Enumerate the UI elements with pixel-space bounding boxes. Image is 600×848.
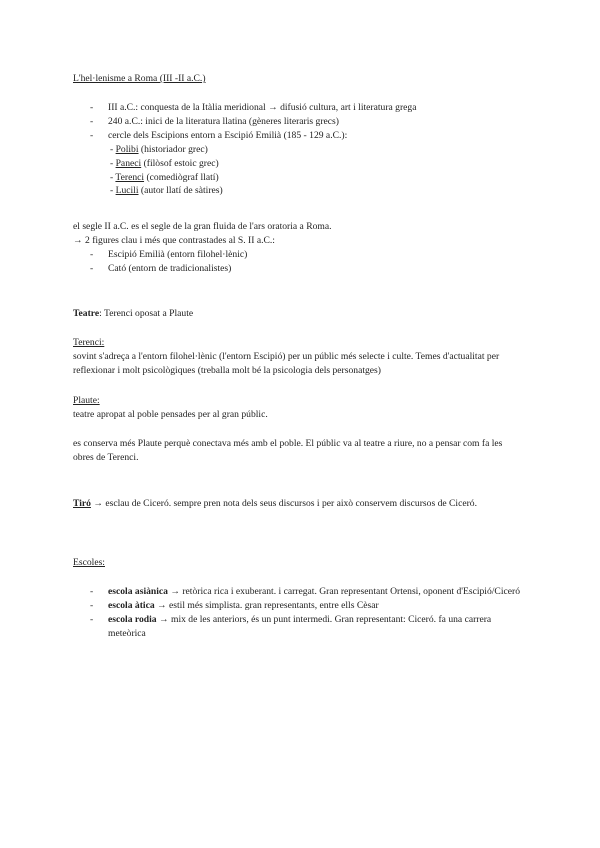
intro-list [73, 101, 523, 198]
list-item: - cercle dels Escipions entorn a Escipió Emilià (185 - 129 a.C.): [90, 129, 348, 141]
oratory-line: el segle II a.C. es el segle de la gran fluida de l'ars oratoria a Roma. [73, 221, 332, 232]
document-title: L'hel·lenisme a Roma (III -II a.C.) [73, 73, 206, 84]
scipio-circle-item: - Lucili (autor llatí de sàtires) [110, 185, 223, 197]
terenci-heading: Terenci: [73, 337, 105, 348]
oratory-figures [73, 248, 523, 276]
plaute-text: teatre apropat al poble pensades per al gran públic. [73, 409, 268, 420]
list-item: - 240 a.C.: inici de la literatura llatina (gèneres literaris grecs) [90, 115, 339, 127]
list-item: - escola rodia → mix de les anteriors, és un punt intermedi. Gran representant: Ciceró. fa una carrera meteòrica [90, 613, 492, 639]
oratory-line: → 2 figures clau i més que contrastades al S. II a.C.: [73, 235, 275, 246]
list-item: - Cató (entorn de tradicionalistes) [90, 262, 232, 274]
schools-list [73, 585, 523, 641]
tiro-paragraph: Tiró → esclau de Ciceró. sempre pren nota dels seus discursos i per això conservem discursos de Ciceró. [73, 498, 477, 509]
scipio-circle-item: - Paneci (filòsof estoic grec) [110, 157, 219, 169]
plaute-heading: Plaute: [73, 395, 100, 406]
list-item: - III a.C.: conquesta de la Itàlia meridional → difusió cultura, art i literatura grega [90, 102, 417, 113]
scipio-circle-item: - Terenci (comediògraf llatí) [110, 171, 219, 183]
schools-heading: Escoles: [73, 557, 105, 568]
scipio-circle-item: - Polibi (historiador grec) [110, 143, 208, 155]
theatre-line: Teatre: Terenci oposat a Plaute [73, 308, 194, 319]
terenci-text: sovint s'adreça a l'entorn filohel·lènic (l'entorn Escipió) per un públic més selecte i culte. Temes d'actualitat per reflexionar i molt psicològiques (treballa molt bé la psicologia dels personatges) [73, 351, 500, 376]
list-item: - Escipió Emilià (entorn filohel·lènic) [90, 249, 248, 260]
list-item: - escola asiànica → retòrica rica i exuberant. i carregat. Gran representant Ortensi, oponent d'Escipió/Ciceró [90, 586, 520, 597]
plaute-text: es conserva més Plaute perquè conectava més amb el poble. El públic va al teatre a riure, no a pensar com fa les obres de Terenci. [73, 438, 503, 463]
list-item: - escola àtica → estil més simplista. gran representants, entre ells Cèsar [90, 599, 379, 611]
